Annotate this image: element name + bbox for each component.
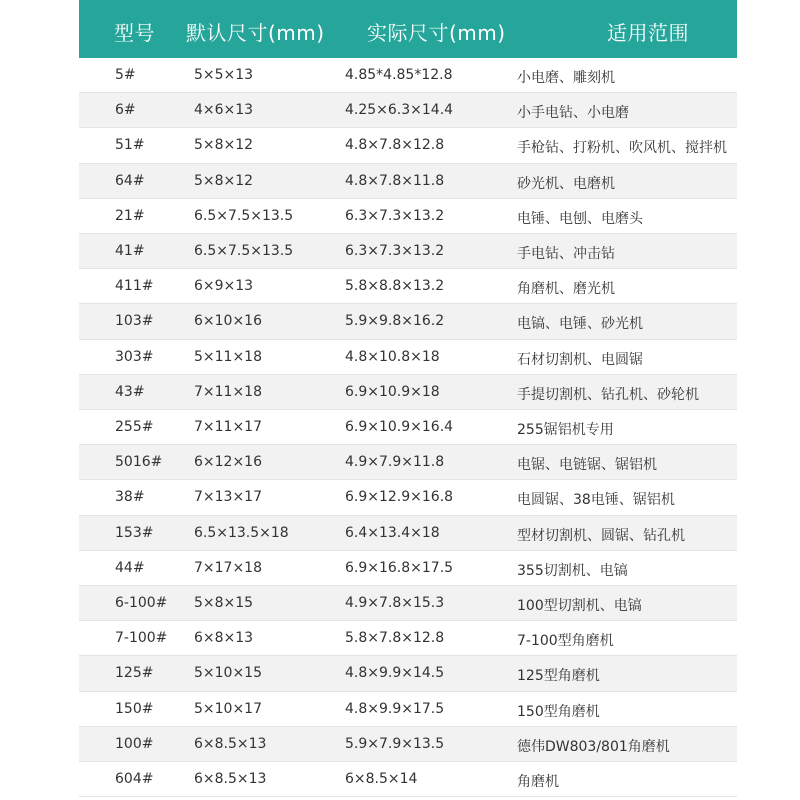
cell-model: 41# — [115, 243, 145, 259]
cell-usage: 150型角磨机 — [517, 703, 600, 720]
cell-default-size: 7×11×18 — [194, 383, 262, 400]
cell-model: 125# — [115, 665, 154, 682]
cell-model: 150# — [115, 700, 154, 717]
cell-model: 21# — [115, 207, 145, 224]
cell-usage: 电锤、电刨、电磨头 — [517, 210, 643, 227]
cell-model: 5# — [115, 67, 136, 83]
table-row — [79, 128, 737, 163]
cell-usage: 角磨机 — [517, 774, 559, 790]
cell-actual-size: 6.4×13.4×18 — [345, 524, 440, 541]
cell-actual-size: 6.3×7.3×13.2 — [345, 243, 445, 259]
cell-default-size: 5×8×12 — [194, 172, 254, 189]
cell-model: 38# — [115, 489, 145, 506]
table-row — [79, 516, 737, 551]
cell-default-size: 6×9×13 — [194, 278, 254, 295]
cell-default-size: 7×17×18 — [194, 559, 262, 576]
cell-model: 100# — [115, 735, 154, 752]
cell-actual-size: 5.8×8.8×13.2 — [345, 278, 445, 295]
table-row — [79, 445, 737, 480]
cell-actual-size: 5.9×7.9×13.5 — [345, 735, 445, 752]
cell-default-size: 6×10×16 — [194, 313, 262, 330]
cell-model: 103# — [115, 313, 154, 330]
cell-usage: 255锯铝机专用 — [517, 422, 614, 438]
table-row — [79, 58, 737, 93]
table-row — [79, 727, 737, 762]
cell-model: 255# — [115, 419, 154, 435]
cell-model: 303# — [115, 348, 154, 365]
cell-usage: 石材切割机、电圆锯 — [517, 351, 643, 368]
table-row — [79, 586, 737, 621]
cell-actual-size: 5.8×7.8×12.8 — [345, 630, 445, 647]
cell-default-size: 6.5×7.5×13.5 — [194, 243, 294, 259]
table-row — [79, 480, 737, 515]
table-row — [79, 93, 737, 128]
table-row — [79, 656, 737, 691]
cell-model: 5016# — [115, 454, 163, 471]
table-row — [79, 340, 737, 375]
size-table — [79, 0, 737, 800]
cell-model: 64# — [115, 172, 145, 189]
cell-actual-size: 4.8×9.9×17.5 — [345, 700, 445, 717]
cell-actual-size: 6×8.5×14 — [345, 771, 418, 787]
cell-model: 44# — [115, 559, 145, 576]
header-usage: 适用范围 — [607, 21, 689, 45]
cell-actual-size: 6.9×16.8×17.5 — [345, 559, 454, 576]
cell-default-size: 6×8×13 — [194, 630, 254, 647]
cell-usage: 125型角磨机 — [517, 668, 600, 685]
cell-actual-size: 4.8×9.9×14.5 — [345, 665, 445, 682]
cell-usage: 手枪钻、打粉机、吹风机、搅拌机 — [517, 140, 727, 157]
table-row — [79, 375, 737, 410]
cell-actual-size: 4.9×7.8×15.3 — [345, 595, 445, 611]
header-model: 型号 — [114, 21, 155, 45]
cell-default-size: 5×8×12 — [194, 137, 254, 154]
cell-usage: 100型切割机、电镐 — [517, 598, 642, 614]
table-row — [79, 164, 737, 199]
cell-model: 604# — [115, 771, 154, 787]
cell-model: 411# — [115, 278, 154, 295]
cell-actual-size: 6.9×10.9×18 — [345, 383, 440, 400]
cell-actual-size: 5.9×9.8×16.2 — [345, 313, 445, 330]
cell-usage: 小电磨、雕刻机 — [517, 70, 615, 86]
header-default-size: 默认尺寸(mm) — [186, 21, 325, 45]
cell-model: 6# — [115, 102, 136, 119]
cell-default-size: 5×10×15 — [194, 665, 262, 682]
cell-model: 51# — [115, 137, 145, 154]
table-row — [79, 551, 737, 586]
table-row — [79, 269, 737, 304]
cell-default-size: 6×8.5×13 — [194, 735, 267, 752]
table-header — [79, 0, 737, 58]
cell-actual-size: 6.9×12.9×16.8 — [345, 489, 454, 506]
cell-usage: 手电钻、冲击钻 — [517, 246, 615, 262]
cell-actual-size: 4.8×7.8×11.8 — [345, 172, 445, 189]
cell-default-size: 6.5×13.5×18 — [194, 524, 289, 541]
cell-model: 43# — [115, 383, 145, 400]
cell-default-size: 4×6×13 — [194, 102, 254, 119]
cell-default-size: 5×5×13 — [194, 67, 254, 83]
cell-usage: 电镐、电锤、砂光机 — [517, 316, 643, 333]
cell-default-size: 6×12×16 — [194, 454, 262, 471]
cell-usage: 手提切割机、钻孔机、砂轮机 — [517, 386, 699, 403]
header-actual-size: 实际尺寸(mm) — [367, 21, 506, 45]
table-row — [79, 304, 737, 339]
cell-default-size: 6.5×7.5×13.5 — [194, 207, 294, 224]
cell-usage: 小手电钻、小电磨 — [517, 105, 629, 122]
cell-actual-size: 6.9×10.9×16.4 — [345, 419, 454, 435]
cell-actual-size: 6.3×7.3×13.2 — [345, 207, 445, 224]
cell-usage: 7-100型角磨机 — [517, 633, 614, 650]
cell-default-size: 6×8.5×13 — [194, 771, 267, 787]
cell-default-size: 7×13×17 — [194, 489, 262, 506]
table-row — [79, 234, 737, 269]
cell-usage: 355切割机、电镐 — [517, 562, 628, 579]
cell-usage: 电锯、电链锯、锯铝机 — [517, 457, 657, 474]
cell-actual-size: 4.9×7.9×11.8 — [345, 454, 445, 471]
table-row — [79, 692, 737, 727]
cell-actual-size: 4.85*4.85*12.8 — [345, 67, 453, 83]
cell-actual-size: 4.25×6.3×14.4 — [345, 102, 454, 119]
table-row — [79, 410, 737, 445]
cell-model: 153# — [115, 524, 154, 541]
cell-usage: 角磨机、磨光机 — [517, 281, 615, 298]
cell-usage: 型材切割机、圆锯、钻孔机 — [517, 527, 685, 544]
cell-default-size: 7×11×17 — [194, 419, 262, 435]
cell-default-size: 5×8×15 — [194, 595, 254, 611]
cell-usage: 电圆锯、38电锤、锯铝机 — [517, 492, 675, 509]
cell-usage: 砂光机、电磨机 — [517, 175, 615, 192]
cell-actual-size: 4.8×10.8×18 — [345, 348, 440, 365]
table-row — [79, 199, 737, 234]
table-row — [79, 762, 737, 797]
cell-model: 7-100# — [115, 630, 168, 647]
cell-default-size: 5×10×17 — [194, 700, 262, 717]
cell-model: 6-100# — [115, 595, 168, 611]
cell-actual-size: 4.8×7.8×12.8 — [345, 137, 445, 154]
cell-usage: 德伟DW803/801角磨机 — [517, 738, 670, 755]
cell-default-size: 5×11×18 — [194, 348, 262, 365]
table-row — [79, 621, 737, 656]
